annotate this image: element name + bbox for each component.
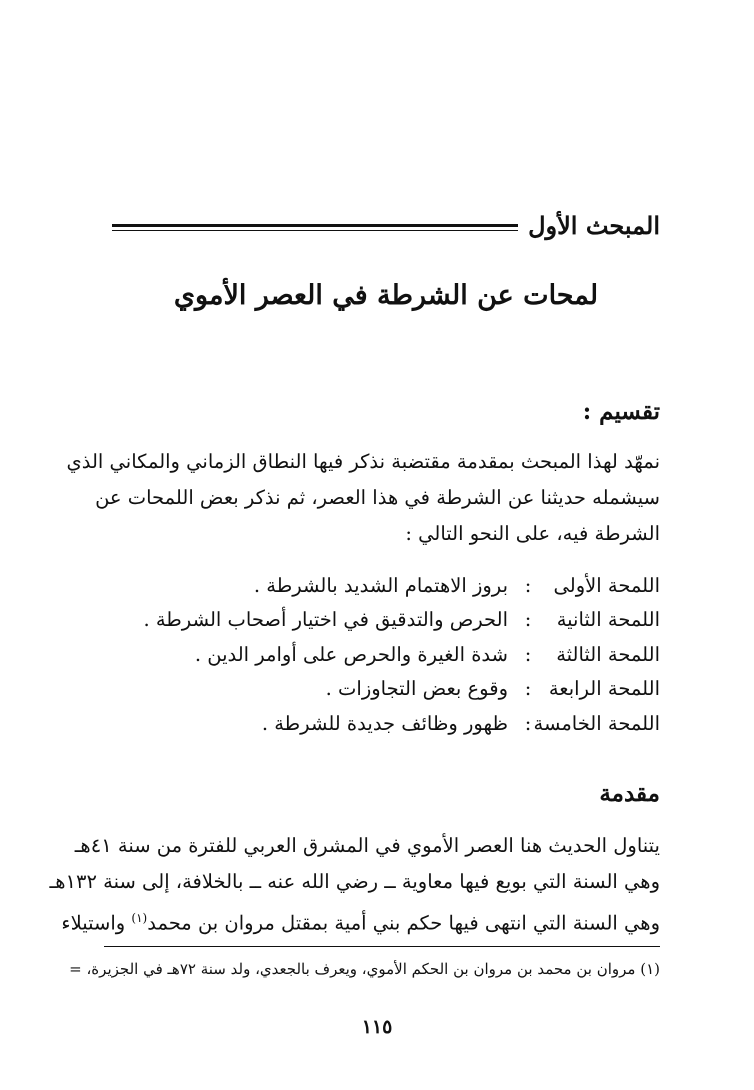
header-rule-thin [112,230,518,231]
header-rule [112,224,518,231]
glimpse-label: اللمحة الرابعة [548,677,660,701]
glimpse-label: اللمحة الأولى [553,573,660,597]
glimpse-text: بروز الاهتمام الشديد بالشرطة . [253,573,508,597]
introduction-line-text: وهي السنة التي انتهى فيها حكم بني أمية بمقتل مروان بن محمد [147,911,660,935]
glimpse-separator: : [524,642,532,666]
introduction-line: وهي السنة التي بويع فيها معاوية ــ رضي الله عنه ــ بالخلافة، إلى سنة ١٣٢هـ [49,870,660,893]
glimpse-separator: : [524,711,532,735]
list-item [100,568,660,603]
list-item [100,706,660,741]
glimpse-label: اللمحة الخامسة [533,711,660,735]
glimpse-text: الحرص والتدقيق في اختيار أصحاب الشرطة . [143,608,508,632]
glimpse-text: وقوع بعض التجاوزات . [325,677,508,701]
introduction-line [61,900,660,942]
glimpse-text: ظهور وظائف جديدة للشرطة . [261,711,508,735]
glimpse-separator: : [524,608,532,632]
introduction-heading: مقدمة [599,780,660,807]
division-line: نمهّد لهذا المبحث بمقدمة مقتضبة نذكر فيها النطاق الزماني والمكاني الذي [66,450,660,473]
chapter-header [112,205,660,245]
footnote: (١) مروان بن محمد بن مروان بن الحكم الأموي، ويعرف بالجعدي، ولد سنة ٧٢هـ في الجزيرة، = [69,960,660,978]
glimpse-separator: : [524,573,532,597]
footnote-rule [104,946,660,947]
list-item [100,603,660,638]
introduction-line: يتناول الحديث هنا العصر الأموي في المشرق العربي للفترة من سنة ٤١هـ [74,834,660,857]
division-line: الشرطة فيه، على النحو التالي : [405,522,660,545]
header-rule-thick [112,224,518,227]
division-paragraph [66,444,660,552]
division-heading: تقسيم : [582,398,660,425]
glimpses-list [100,568,660,741]
list-item [100,672,660,707]
section-title: لمحات عن الشرطة في العصر الأموي [173,280,599,311]
introduction-paragraph [49,828,660,942]
division-line: سيشمله حديثنا عن الشرطة في هذا العصر، ثم نذكر بعض اللمحات عن [95,486,660,509]
list-item [100,637,660,672]
chapter-label: المبحث الأول [528,210,660,240]
footnote-marker: (١) [131,911,148,925]
glimpse-separator: : [524,677,532,701]
introduction-line-text: واستيلاء [61,911,132,935]
glimpse-label: اللمحة الثانية [556,608,660,632]
glimpse-label: اللمحة الثالثة [556,642,660,666]
page-number: ١١٥ [361,1016,393,1038]
glimpse-text: شدة الغيرة والحرص على أوامر الدين . [194,642,508,666]
